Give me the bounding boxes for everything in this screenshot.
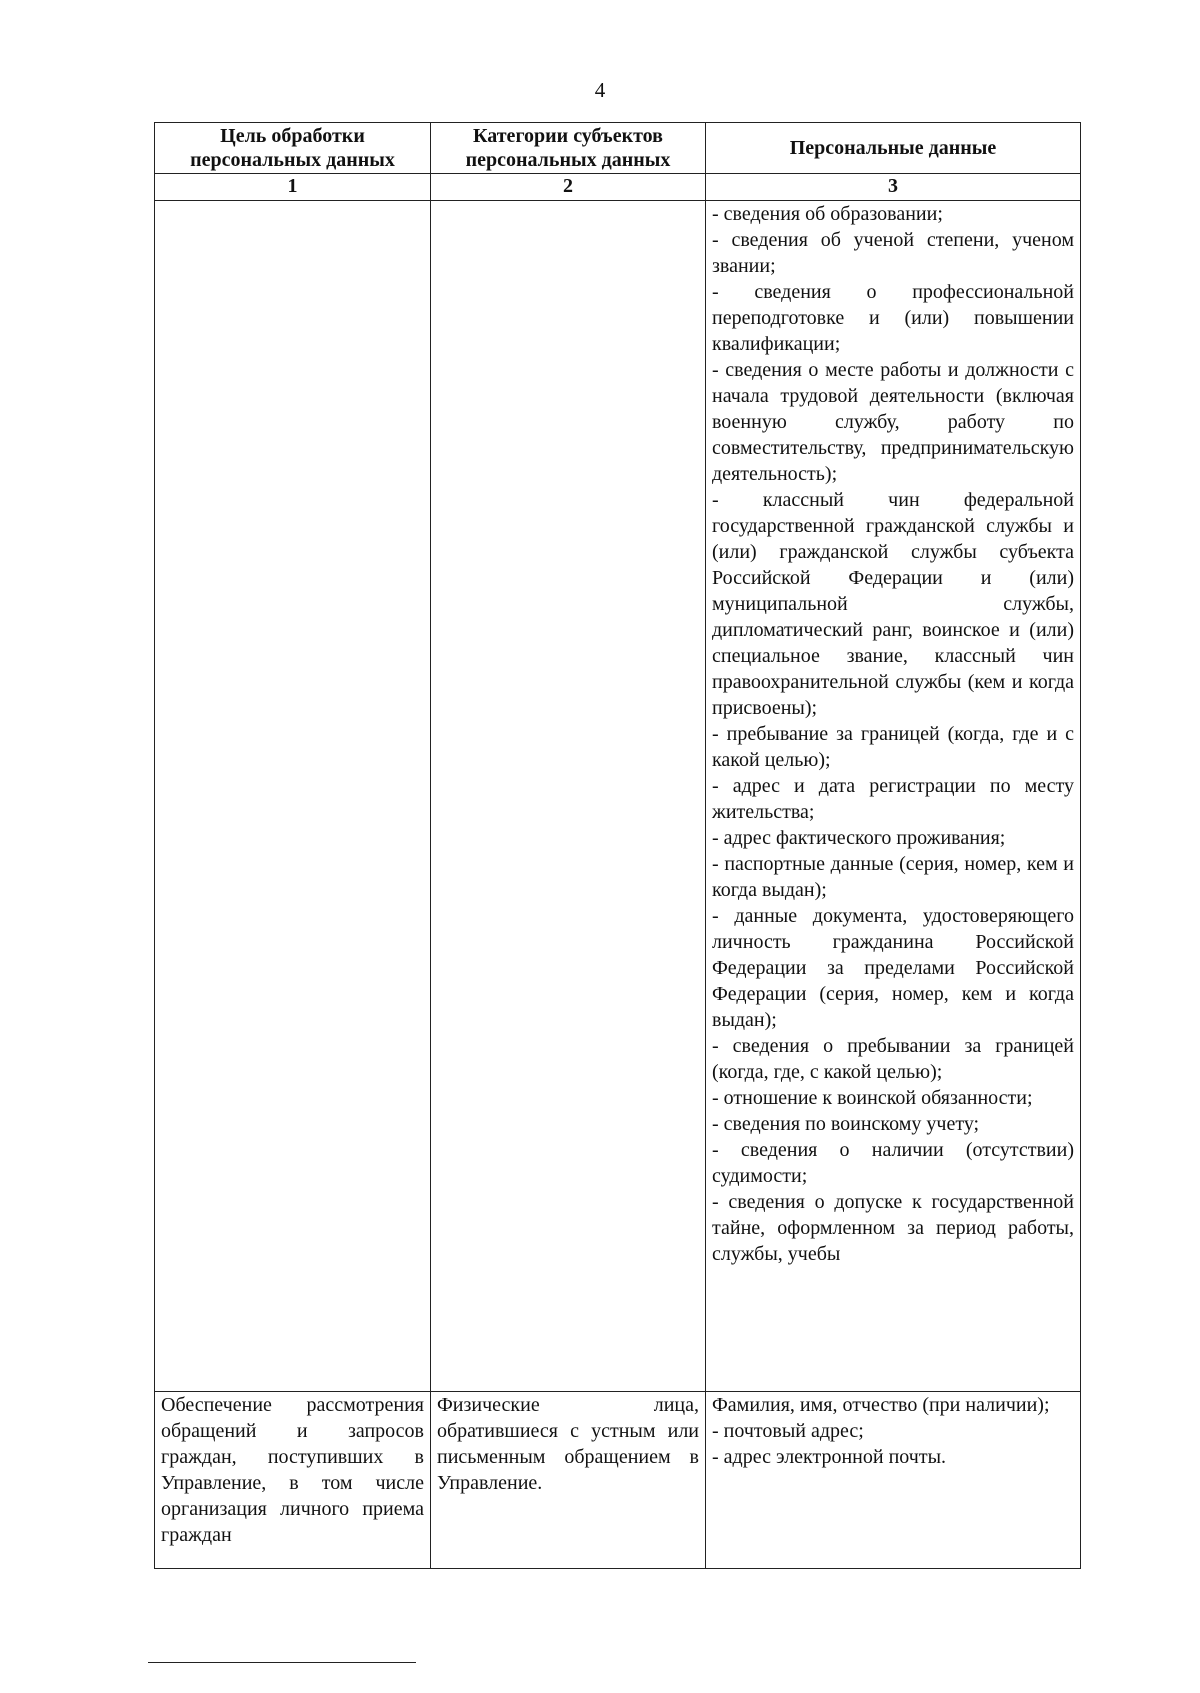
subjects-cell bbox=[431, 1392, 706, 1569]
data-items-cell bbox=[706, 1392, 1081, 1569]
subjects-text: Физические лица, обратившиеся с устным или письменным обращением в Управление. bbox=[437, 1394, 699, 1494]
header-personal-data: Персональные данные bbox=[706, 123, 1081, 174]
column-number-row bbox=[155, 174, 1081, 201]
header-purpose: Цель обработки персональных данных bbox=[155, 123, 431, 174]
column-number-2: 2 bbox=[431, 174, 706, 201]
footnote-divider bbox=[148, 1662, 416, 1663]
table-row bbox=[155, 1392, 1081, 1569]
list-item: Фамилия, имя, отчество (при наличии); bbox=[712, 1394, 1050, 1416]
list-item: - отношение к воинской обязанности; bbox=[712, 1087, 1033, 1109]
list-item: - адрес электронной почты. bbox=[712, 1446, 947, 1468]
list-item: - классный чин федеральной государственной гражданской службы и (или) гражданской службы субъекта Российской Федерации и (или) муниципальной службы, дипломатический ранг, воинское и (или) специальное звание, классный чин правоохранительной службы (кем и когда присвоены); bbox=[712, 489, 1074, 719]
subjects-cell bbox=[431, 201, 706, 1392]
list-item: - адрес и дата регистрации по месту жительства; bbox=[712, 775, 1074, 823]
purpose-cell bbox=[155, 1392, 431, 1569]
purpose-text: Обеспечение рассмотрения обращений и запросов граждан, поступивших в Управление, в том числе организация личного приема граждан bbox=[161, 1394, 424, 1546]
list-item: - почтовый адрес; bbox=[712, 1420, 864, 1442]
list-item: - сведения о месте работы и должности с начала трудовой деятельности (включая военную службу, работу по совместительству, предпринимательскую деятельность); bbox=[712, 359, 1074, 485]
list-item: - сведения о профессиональной переподготовке и (или) повышении квалификации; bbox=[712, 281, 1074, 355]
table-row bbox=[155, 201, 1081, 1392]
list-item: - сведения о допуске к государственной тайне, оформленном за период работы, службы, учебы bbox=[712, 1191, 1074, 1265]
list-item: - сведения об образовании; bbox=[712, 203, 943, 225]
page-number: 4 bbox=[594, 78, 606, 102]
list-item: - сведения об ученой степени, ученом звании; bbox=[712, 229, 1074, 277]
table-header-row bbox=[155, 123, 1081, 174]
list-item: - адрес фактического проживания; bbox=[712, 827, 1006, 849]
list-item: - данные документа, удостоверяющего личность гражданина Российской Федерации за пределами Российской Федерации (серия, номер, кем и когда выдан); bbox=[712, 905, 1074, 1031]
list-item: - сведения о наличии (отсутствии) судимости; bbox=[712, 1139, 1074, 1187]
column-number-3: 3 bbox=[706, 174, 1081, 201]
purpose-cell bbox=[155, 201, 431, 1392]
column-number-1: 1 bbox=[155, 174, 431, 201]
list-item: - сведения о пребывании за границей (когда, где, с какой целью); bbox=[712, 1035, 1074, 1083]
list-item: - сведения по воинскому учету; bbox=[712, 1113, 980, 1135]
personal-data-table bbox=[154, 122, 1081, 1569]
header-subjects: Категории субъектов персональных данных bbox=[431, 123, 706, 174]
list-item: - пребывание за границей (когда, где и с какой целью); bbox=[712, 723, 1074, 771]
data-items-cell bbox=[706, 201, 1081, 1392]
list-item: - паспортные данные (серия, номер, кем и когда выдан); bbox=[712, 853, 1074, 901]
